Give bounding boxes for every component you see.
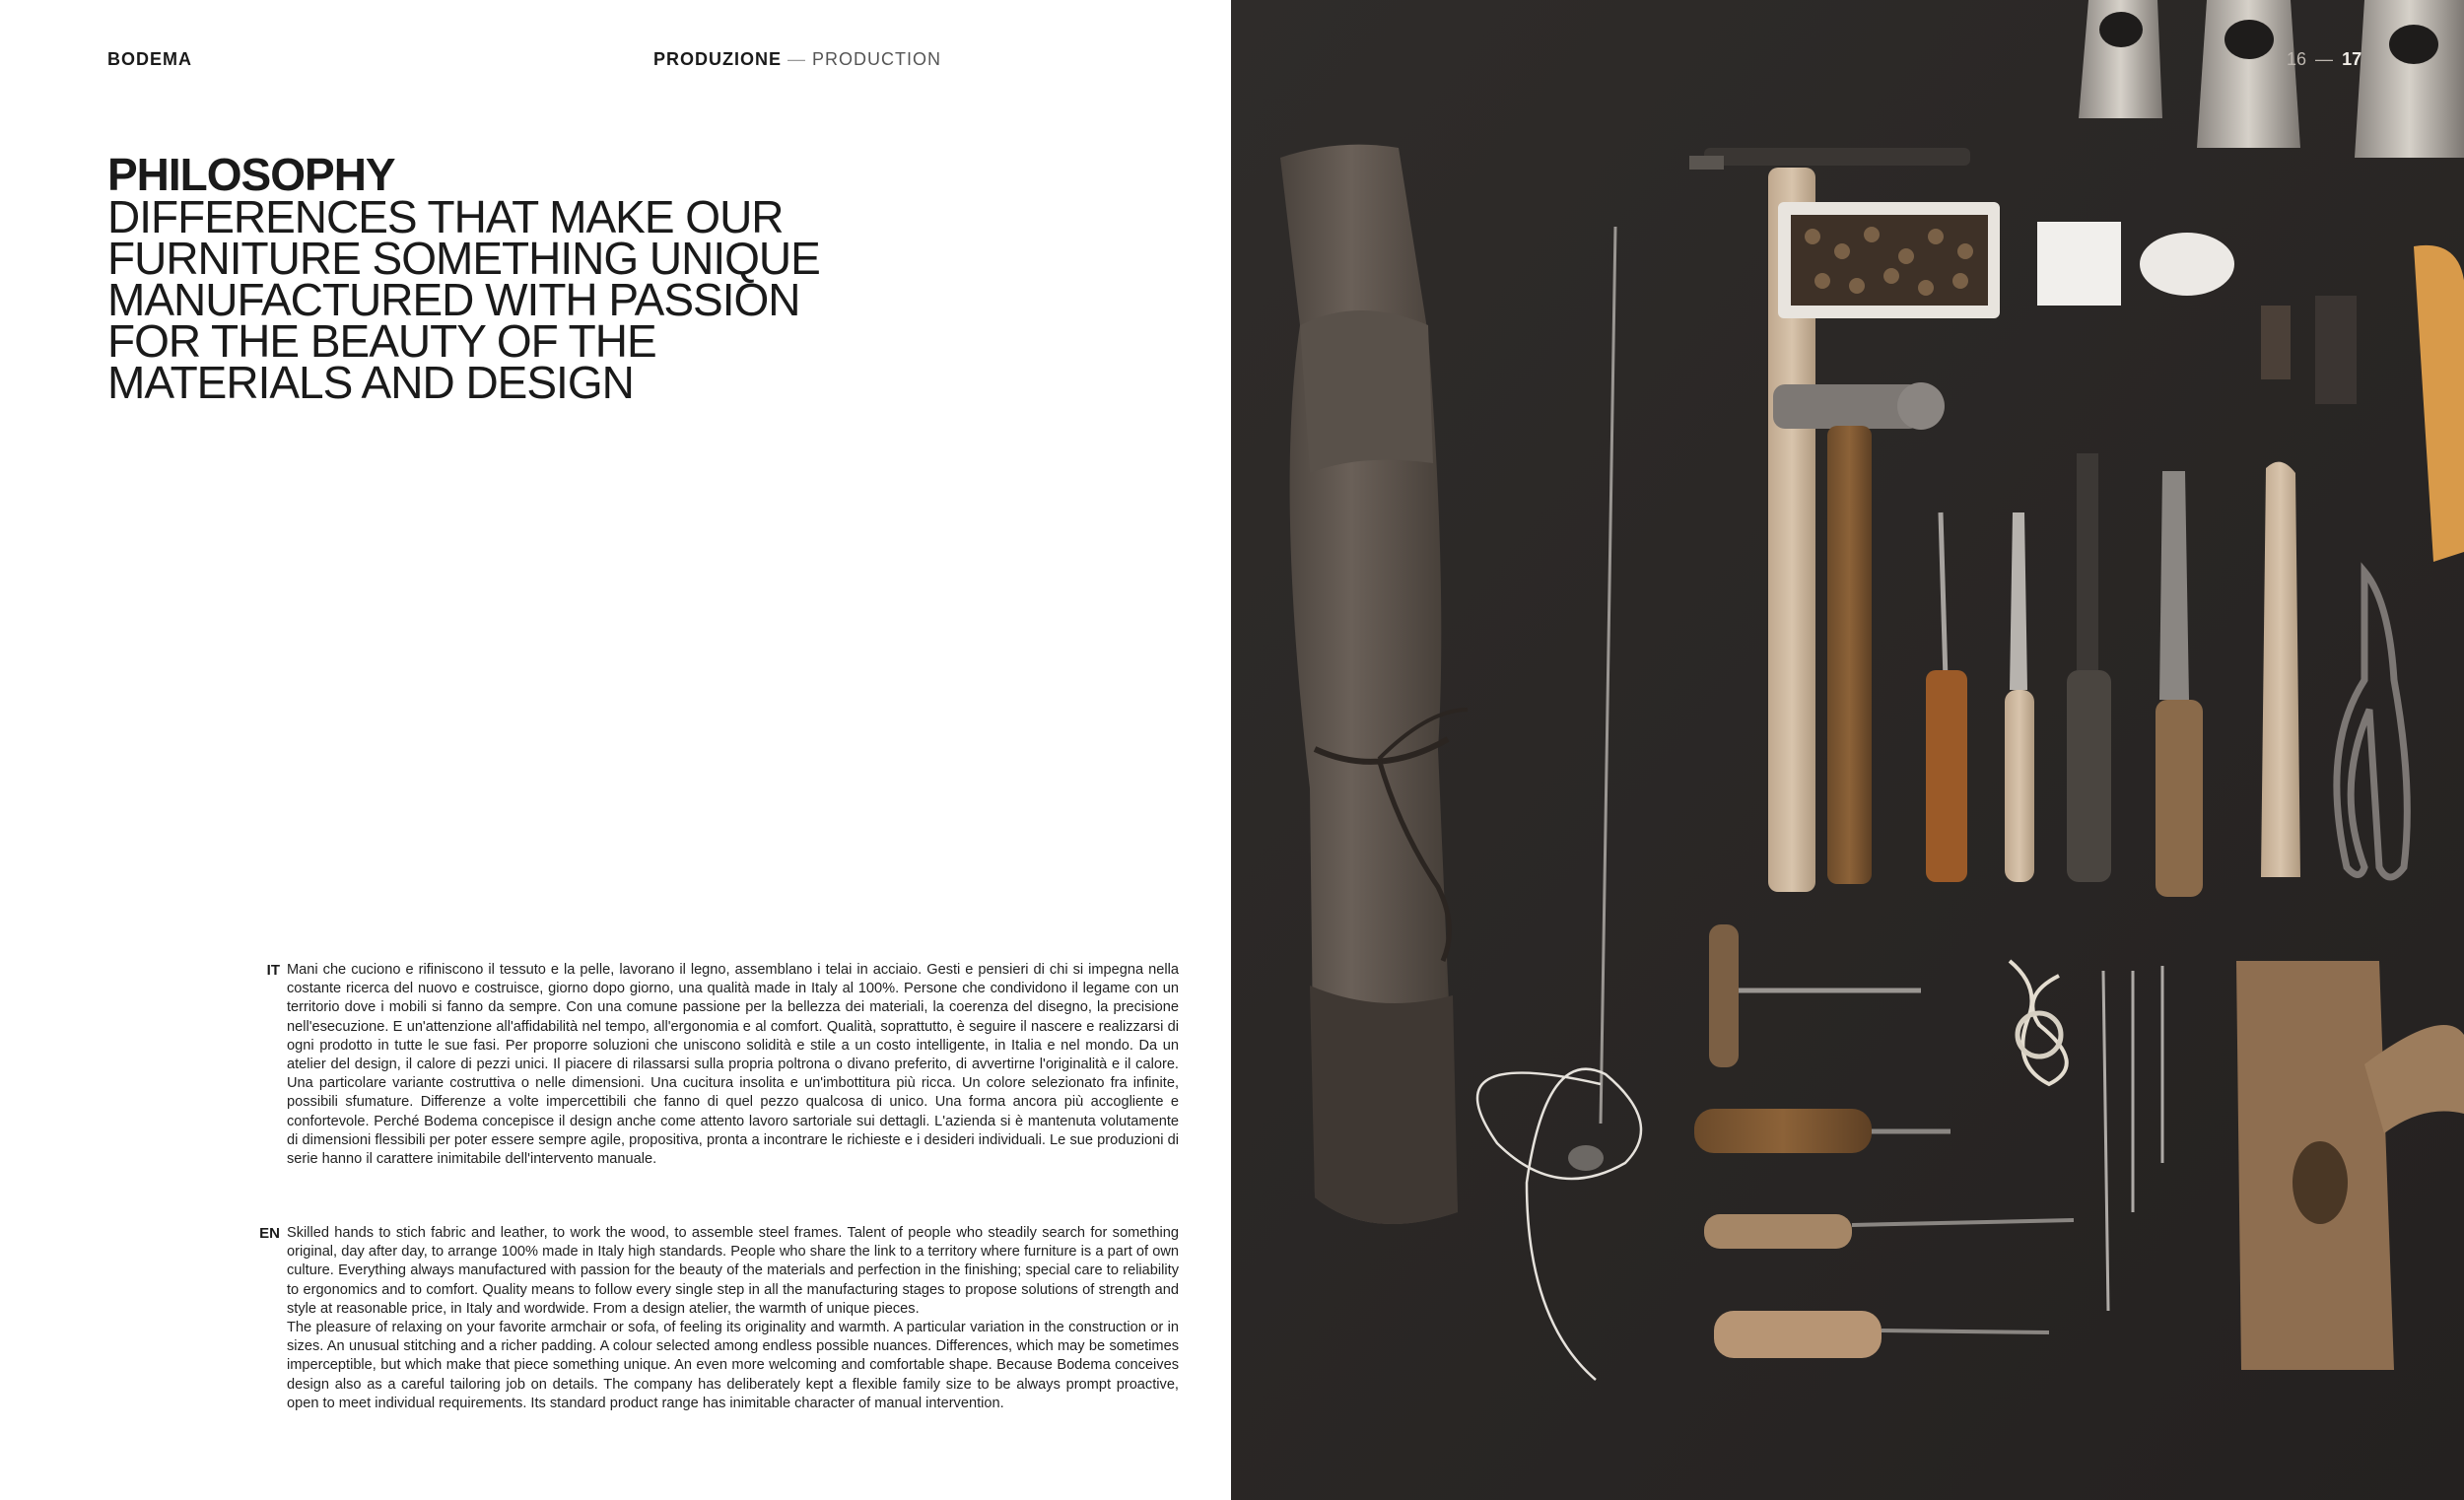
box-of-tacks (1778, 202, 2000, 318)
italian-text-block (250, 961, 1179, 1212)
language-label-en: EN (259, 1225, 280, 1242)
page-numbers (2287, 49, 2361, 70)
section-separator: — (787, 49, 807, 69)
italian-paragraph: Mani che cuciono e rifiniscono il tessuto e la pelle, lavorano il legno, assemblano i telai in acciaio. Gesti e pensieri di chi si impegna nella costante ricerca del nuovo e costruisce, giorno dopo giorno, una qualità made in Italy al 100%. Persone che condividono il legame con un territorio dove i mobili si fanno da sempre. Con una comune passione per la bellezza dei materiali, la coerenza del disegno, la precisione nell'esecuzione. E un'attenzione all'affidabilità nel tempo, all'ergonomia e al comfort. Qualità, soprattutto, è seguire il nascere e realizzarsi di ogni prodotto in tutte le sue fasi. Per proporre soluzioni che uniscono solidità e stile a un costo intelligente, in Italia e nel mondo. Da un atelier del design, il calore di pezzi unici. Il piacere di rilassarsi sulla propria poltrona o divano preferito, di avvertirne l'originalità e il calore. Una particolare variante costruttiva o nelle dimensioni. Una cucitura insolita e un'imbottitura più ricca. Un colore selezionato fra infinite, possibili sfumature. Differenze a volte impercettibili che fanno di quel pezzo qualcosa di unico. Una forma ancora più accogliente e confortevole. Perché Bodema concepisce il design anche come attento lavoro sartoriale sui dettagli. L'azienda si è mantenuta volutamente di dimensioni flessibili per poter essere sempre agile, propositiva, pronta a incontrare le richieste e i desideri individuali. Le sue produzioni di serie hanno il carattere inimitabile dell'intervento manuale. (287, 962, 1179, 1168)
english-paragraph-1: Skilled hands to stich fabric and leather, to work the wood, to assemble steel frames. Talent of people who steadily search for something original, day after day, to arrange 100% made in Italy high standards. People who share the link to a territory where furniture is a part of own culture. Everything always manufactured with passion for the beauty of the materials and perfection in the finishing; special care to reliability to ergonomics and to comfort. Quality means to follow every single step in all the manufacturing stages to propose solutions of strength and style at reasonable price, in Italy and wordwide. From a design atelier, the warmth of unique pieces. (287, 1225, 1179, 1317)
tools-photo-illustration (1231, 0, 2464, 1500)
english-paragraph-2: The pleasure of relaxing on your favorite armchair or sofa, of feeling its originality and warmth. A particular variation in the construction or in sizes. An unusual stitching and a richer padding. A colour selected among endless possible nuances. Differences, which may be sometimes imperceptible, but which make that piece something unique. An even more welcoming and comfortable shape. Because Bodema conceives design also as a careful tailoring job on details. The company has deliberately kept a flexible family size to be always prompt proactive, open to meet individual requirements. Its standard product range has inimitable character of manual intervention. (287, 1320, 1179, 1411)
page-subtitle: DIFFERENCES THAT MAKE OUR FURNITURE SOMETHING UNIQUE MANUFACTURED WITH PASSION FOR THE BEAUTY OF THE MATERIALS AND DESIGN (107, 191, 820, 408)
page-number-left: 16 (2287, 49, 2307, 69)
brand-name: BODEMA (107, 49, 192, 69)
language-label-it: IT (266, 962, 280, 979)
page-number-separator: — (2315, 49, 2334, 69)
tools-photo (1231, 0, 2464, 1500)
section-label-en: PRODUCTION (812, 49, 942, 69)
page-number-right: 17 (2342, 49, 2362, 69)
section-label-it: PRODUZIONE (653, 49, 783, 69)
headline (107, 149, 896, 408)
page-title: PHILOSOPHY (107, 149, 395, 200)
left-page (0, 0, 1231, 1500)
english-paragraph (287, 1224, 1179, 1413)
section-header (653, 49, 941, 70)
english-text-block (250, 1224, 1179, 1451)
